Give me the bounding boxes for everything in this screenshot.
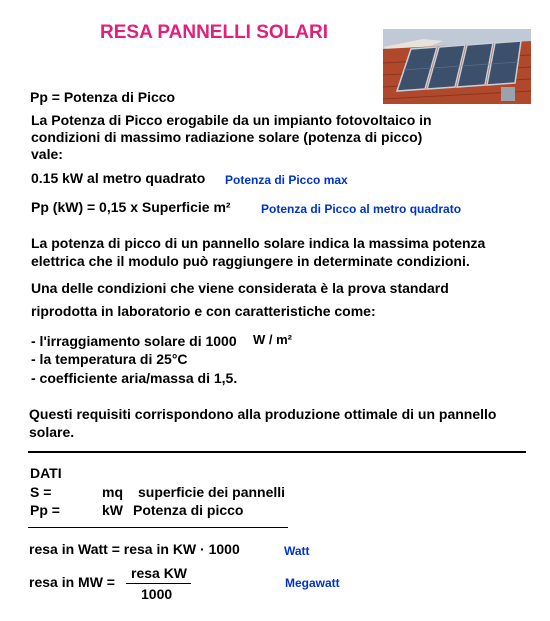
condition-air-mass: - coefficiente aria/massa di 1,5.	[31, 370, 238, 386]
watt-note: Watt	[284, 544, 310, 558]
value-note: Potenza di Picco max	[225, 173, 348, 187]
megawatt-note: Megawatt	[285, 576, 340, 590]
irradiance-unit: W / m²	[253, 332, 292, 347]
dati-description-s: superficie dei pannelli	[138, 484, 286, 500]
dati-unit-s: mq	[102, 484, 123, 500]
paragraph2-line-2: riprodotta in laboratorio e con caratteristiche come:	[31, 303, 376, 319]
intro-line-2: condizioni di massimo radiazione solare (potenza di picco)	[31, 129, 423, 145]
mw-formula-numerator: resa KW	[131, 565, 188, 581]
dati-symbol-s: S =	[30, 484, 52, 500]
condition-irradiance: - l'irraggiamento solare di 1000	[31, 333, 237, 349]
mw-formula-denominator: 1000	[141, 586, 173, 602]
paragraph3-line-2: solare.	[29, 424, 75, 440]
formula-note: Potenza di Picco al metro quadrato	[261, 202, 462, 216]
fraction-bar	[126, 583, 191, 584]
paragraph1-line-1: La potenza di picco di un pannello solare indica la massima potenza	[31, 235, 486, 251]
page-title: RESA PANNELLI SOLARI	[100, 22, 329, 43]
watt-formula: resa in Watt = resa in KW · 1000	[29, 541, 240, 557]
formula-line: Pp (kW) = 0,15 x Superficie m²	[31, 199, 231, 215]
dati-unit-pp: kW	[102, 502, 123, 518]
paragraph1-line-2: elettrica che il modulo può raggiungere in determinate condizioni.	[31, 253, 470, 269]
intro-line-3: vale:	[31, 146, 63, 162]
dati-divider	[28, 527, 288, 528]
section-divider	[28, 451, 526, 453]
definition-text: Pp = Potenza di Picco	[30, 89, 176, 105]
intro-line-1: La Potenza di Picco erogabile da un impianto fotovoltaico in	[31, 112, 432, 128]
dati-description-pp: Potenza di picco	[133, 502, 244, 518]
solar-panels-photo	[383, 29, 531, 104]
dati-heading: DATI	[30, 465, 62, 481]
paragraph2-line-1: Una delle condizioni che viene considerata è la prova standard	[31, 280, 449, 296]
mw-formula-lhs: resa in MW =	[29, 574, 115, 590]
paragraph3-line-1: Questi requisiti corrispondono alla produzione ottimale di un pannello	[29, 406, 497, 422]
condition-temperature: - la temperatura di 25°C	[31, 351, 188, 367]
dati-symbol-pp: Pp =	[30, 502, 60, 518]
value-line: 0.15 kW al metro quadrato	[31, 170, 206, 186]
